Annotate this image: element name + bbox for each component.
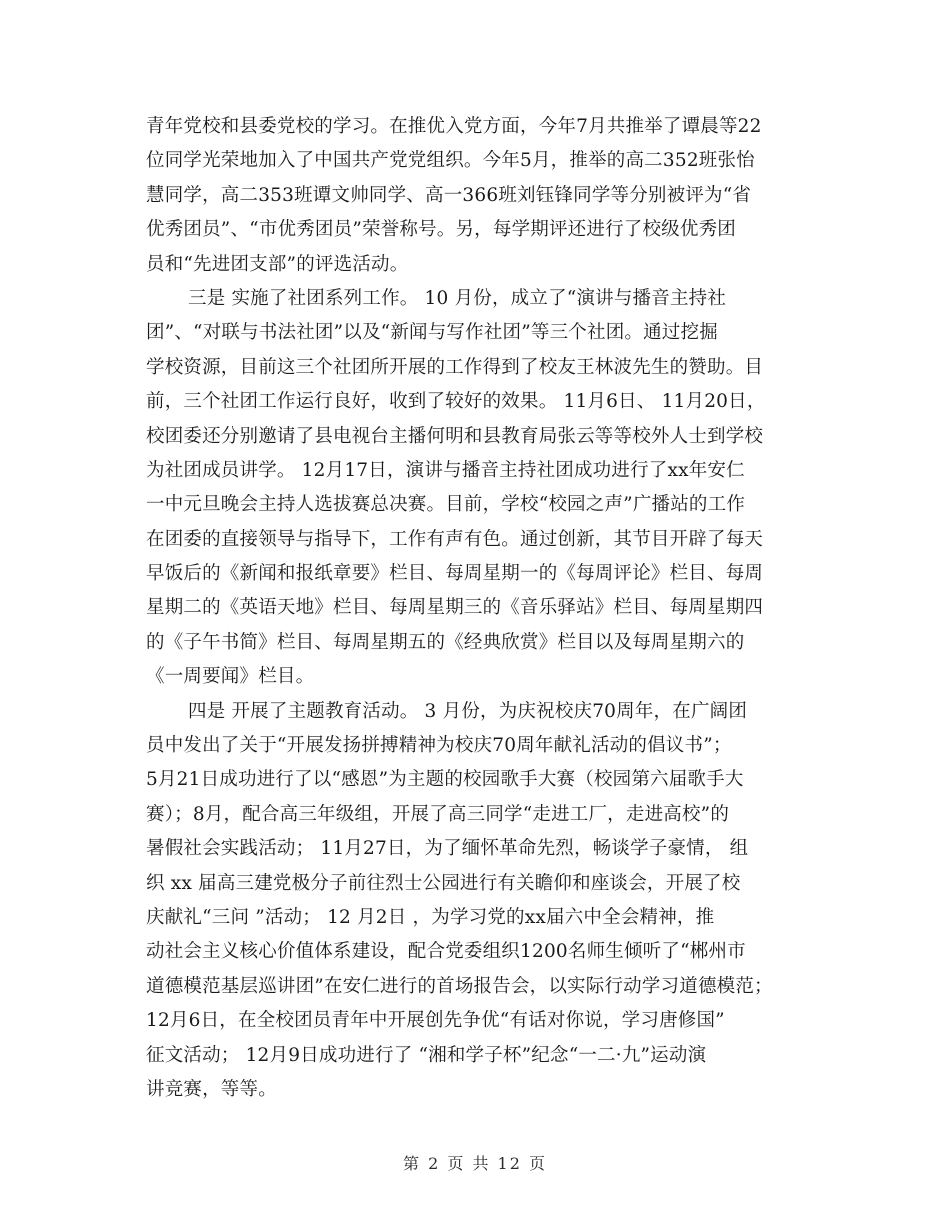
text-line: 位同学光荣地加入了中国共产党党组织。今年5月，推举的高二352班张怡: [146, 150, 755, 172]
text-line: 团”、“对联与书法社团”以及“新闻与写作社团”等三个社团。通过挖掘: [146, 322, 718, 344]
text-line: 校团委还分别邀请了县电视台主播何明和县教育局张云等等校外人士到学校: [146, 425, 764, 447]
text-line: 赛）；8月，配合高三年级组，开展了高三同学“走进工厂，走进高校”的: [146, 803, 730, 825]
text-line: 为社团成员讲学。 12月17日，演讲与播音主持社团成功进行了xx年安仁: [146, 459, 745, 481]
text-line: 优秀团员”、“市优秀团员”荣誉称号。另，每学期评还进行了校级优秀团: [146, 219, 736, 241]
text-line: 庆献礼“三问 ”活动； 12 月2日 ，为学习党的xx届六中全会精神，推: [146, 906, 715, 928]
text-line: 12月6日，在全校团员青年中开展创先争优“有话对你说，学习唐修国”: [146, 1010, 725, 1032]
text-line: 慧同学，高二353班谭文帅同学、高一366班刘钰锋同学等分别被评为“省: [146, 184, 752, 206]
text-line: 暑假社会实践活动； 11月27日，为了缅怀革命先烈，畅谈学子豪情， 组: [146, 838, 749, 860]
text-line: 5月21日成功进行了以“感恩”为主题的校园歌手大赛（校园第六届歌手大: [146, 769, 744, 791]
document-body: [146, 110, 826, 1107]
text-line: 员和“先进团支部”的评选活动。: [146, 253, 409, 275]
text-line: 织 xx 届高三建党极分子前往烈士公园进行有关瞻仰和座谈会，开展了校: [146, 872, 741, 894]
text-line: 星期二的《英语天地》栏目、每周星期三的《音乐驿站》栏目、每周星期四: [146, 597, 764, 619]
page-number-footer: 第 2 页 共 12 页: [403, 1154, 547, 1173]
text-line: 四是 开展了主题教育活动。 3 月份，为庆祝校庆70周年，在广阔团: [188, 700, 748, 722]
text-line: 道德模范基层巡讲团”在安仁进行的首场报告会，以实际行动学习道德模范；: [146, 975, 773, 997]
text-line: 征文活动； 12月9日成功进行了 “湘和学子杯”纪念“一二·九”运动演: [146, 1044, 707, 1066]
text-line: 早饭后的《新闻和报纸章要》栏目、每周星期一的《每周评论》栏目、每周: [146, 563, 764, 585]
text-line: 的《子午书简》栏目、每周星期五的《经典欣赏》栏目以及每周星期六的: [146, 631, 745, 653]
paragraph-club-work: [146, 282, 826, 695]
text-line: 青年党校和县委党校的学习。在推优入党方面，今年7月共推举了谭晨等22: [146, 116, 762, 137]
text-line: 《一周要闻》栏目。: [146, 666, 315, 688]
text-line: 学校资源，目前这三个社团所开展的工作得到了校友王林波先生的赞助。目: [146, 356, 764, 378]
text-line: 三是 实施了社团系列工作。 10 月份，成立了“演讲与播音主持社: [188, 287, 727, 309]
text-line: 前，三个社团工作运行良好，收到了较好的效果。 11月6日、 11月20日，: [146, 391, 766, 413]
paragraph-theme-education: [146, 695, 826, 1108]
text-line: 讲竞赛，等等。: [146, 1078, 277, 1100]
text-line: 在团委的直接领导与指导下，工作有声有色。通过创新，其节目开辟了每天: [146, 528, 764, 550]
text-line: 员中发出了关于“开展发扬拼搏精神为校庆70周年献礼活动的倡议书”；: [146, 735, 732, 757]
paragraph-party-recommendation: [146, 110, 826, 282]
text-line: 一中元旦晚会主持人选拔赛总决赛。目前，学校“校园之声”广播站的工作: [146, 494, 746, 516]
text-line: 动社会主义核心价值体系建设，配合党委组织1200名师生倾听了“郴州市: [146, 941, 746, 963]
